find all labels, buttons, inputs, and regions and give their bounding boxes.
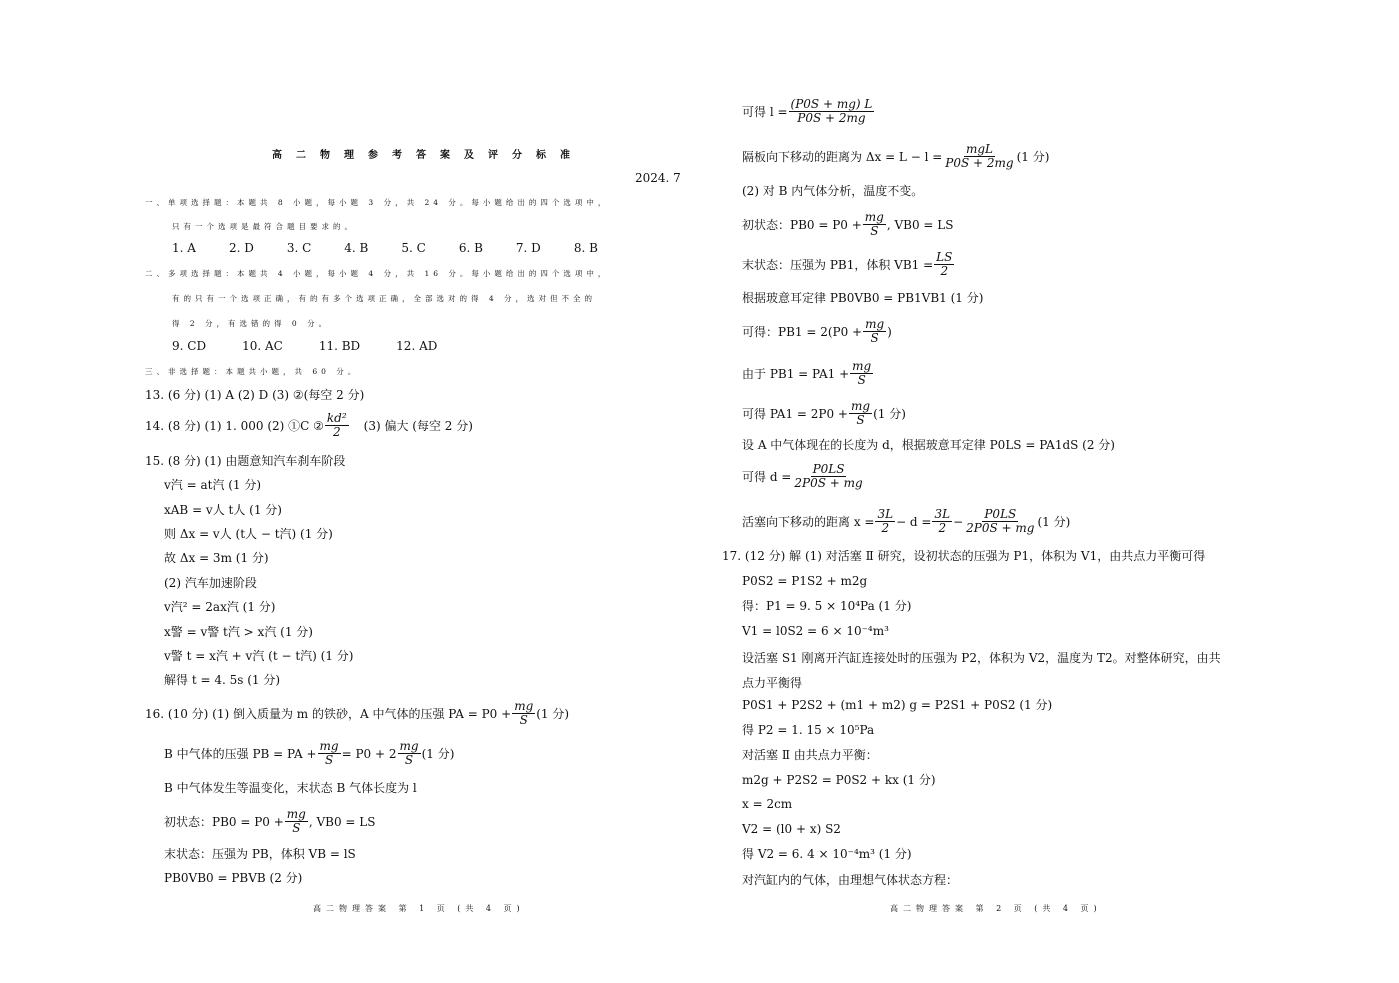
q17-line: 得：P1 = 9. 5 × 10⁴Pa (1 分)	[742, 599, 912, 613]
q16-continued-line: 设 A 中气体现在的长度为 d，根据玻意耳定律 P0LS = PA1dS (2 分)	[742, 438, 1115, 452]
q16-continued-line: 可得 d = $\frac{P0LS}{2P0S + mg}$	[742, 462, 863, 490]
q17-line: x = 2cm	[742, 797, 793, 811]
fraction: $\frac{mg}{S}$	[852, 359, 872, 387]
answer: 4. B	[344, 241, 369, 255]
fraction: $\frac{(P0S + mg) L}{P0S + 2mg}$	[790, 97, 873, 125]
answer: 5. C	[401, 241, 426, 255]
section2-note: 有的只有一个选项正确，有的有多个选项正确，全部选对的得 4 分，选对但不全的	[172, 294, 597, 303]
fraction: $\frac{\text{kd²}}{2}$	[326, 411, 347, 439]
section1-answers	[172, 240, 598, 256]
q16-line: B 中气体的压强 PB = PA + $\frac{mg}{S}$ = P0 + 2 $\frac{mg}{S}$ (1 分)	[164, 739, 455, 767]
answer: 10. AC	[242, 339, 283, 353]
fraction: $\frac{mg}{S}$	[514, 699, 534, 727]
fraction: $\frac{3L}{2}$	[934, 507, 951, 535]
section2-heading: 二、多项选择题：本题共 4 小题，每小题 4 分，共 16 分。每小题给出的四个选项中，	[145, 269, 610, 278]
section3-heading: 三、非选择题：本题共小题，共 60 分。	[145, 367, 360, 376]
page-footer: 高二物理答案 第 1 页 (共 4 页)	[313, 904, 525, 913]
fraction: $\frac{P0LS}{2P0S + mg}$	[966, 507, 1035, 535]
fraction: $\frac{mg}{S}$	[864, 210, 884, 238]
q16-continued-line: 隔板向下移动的距离为 Δx = L − l = $\frac{\text{mgL}}{P0S + 2mg}$ (1 分)	[742, 142, 1050, 170]
answer: 8. B	[573, 241, 598, 255]
q15-line: 则 Δx = v人 (t人 − t汽) (1 分)	[164, 527, 333, 541]
section1-note: 只有一个选项是最符合题目要求的。	[172, 222, 356, 231]
q17-line: 17. (12 分) 解 (1) 对活塞 Ⅱ 研究，设初状态的压强为 P1，体积为 V1，由共点力平衡可得	[722, 549, 1206, 563]
answer: 2. D	[228, 241, 254, 255]
q17-line: P0S1 + P2S2 + (m1 + m2) g = P2S1 + P0S2 (1 分)	[742, 698, 1053, 712]
fraction: $\frac{LS}{2}$	[936, 250, 953, 278]
q16-continued-line: 可得 PA1 = 2P0 + $\frac{mg}{S}$ (1 分)	[742, 399, 906, 427]
q17-line: P0S2 = P1S2 + m2g	[742, 574, 868, 588]
q15-line: v汽² = 2ax汽 (1 分)	[164, 600, 276, 614]
q15-line: v汽 = at汽 (1 分)	[164, 478, 262, 492]
q17-line: 得 V2 = 6. 4 × 10⁻⁴m³ (1 分)	[742, 847, 912, 861]
q16-continued-line: 可得 l = $\frac{(P0S + mg) L}{P0S + 2mg}$	[742, 97, 873, 125]
answer: 9. CD	[172, 339, 207, 353]
section1-heading: 一、单项选择题：本题共 8 小题，每小题 3 分，共 24 分。每小题给出的四个选项中，	[145, 198, 610, 207]
answer: 6. B	[458, 241, 483, 255]
answer: 1. A	[172, 241, 196, 255]
q15-line: 故 Δx = 3m (1 分)	[164, 551, 269, 565]
q16-continued-line: 末状态：压强为 PB1，体积 VB1 = $\frac{LS}{2}$	[742, 250, 953, 278]
q15-line: (2) 汽车加速阶段	[164, 576, 257, 590]
fraction: $\frac{\text{mgL}}{P0S + 2mg}$	[945, 142, 1014, 170]
fraction: $\frac{mg}{S}$	[399, 739, 419, 767]
section2-answers	[172, 338, 437, 354]
page-footer: 高二物理答案 第 2 页 (共 4 页)	[890, 904, 1102, 913]
q17-line: m2g + P2S2 = P0S2 + kx (1 分)	[742, 773, 936, 787]
q13-answer: 13. (6 分) (1) A (2) D (3) ②(每空 2 分)	[145, 388, 365, 402]
answer: 3. C	[286, 241, 312, 255]
fraction: $\frac{mg}{S}$	[319, 739, 339, 767]
answer: 7. D	[515, 241, 541, 255]
q16-line: 16. (10 分) (1) 倒入质量为 m 的铁砂，A 中气体的压强 PA = P0 + $\frac{mg}{S}$ (1 分)	[145, 699, 570, 727]
section2-note: 得 2 分，有选错的得 0 分。	[172, 319, 331, 328]
document-date: 2024. 7	[635, 171, 681, 185]
q14-answer: 14. (8 分) (1) 1. 000 (2) ①C ② $\frac{\text{kd²}}{2}$ (3) 偏大 (每空 2 分)	[145, 411, 473, 439]
q17-line: 对汽缸内的气体，由理想气体状态方程：	[742, 873, 959, 887]
q16-continued-line: 可得：PB1 = 2(P0 + $\frac{mg}{S}$ )	[742, 317, 892, 345]
q17-line: 得 P2 = 1. 15 × 10⁵Pa	[742, 723, 875, 737]
q16-continued-line: 初状态：PB0 = P0 + $\frac{mg}{S}$ , VB0 = LS	[742, 210, 954, 238]
fraction: $\frac{mg}{S}$	[851, 399, 871, 427]
q15-line: v警 t = x汽 + v汽 (t − t汽) (1 分)	[164, 649, 354, 663]
q16-continued-line: 由于 PB1 = PA1 + $\frac{mg}{S}$	[742, 359, 872, 387]
q17-line: V2 = (l0 + x) S2	[742, 822, 841, 836]
fraction: $\frac{3L}{2}$	[877, 507, 894, 535]
q16-continued-line: (2) 对 B 内气体分析，温度不变。	[742, 184, 924, 198]
q17-line: V1 = l0S2 = 6 × 10⁻⁴m³	[742, 624, 889, 638]
q16-continued-line: 活塞向下移动的距离 x = $\frac{3L}{2}$ − d = $\frac{3L}{2}$ − $\frac{P0LS}{2P0S + mg}$ (1 分)	[742, 507, 1071, 535]
q15-line: 15. (8 分) (1) 由题意知汽车刹车阶段	[145, 454, 346, 468]
answer: 12. AD	[396, 339, 438, 353]
q15-line: x警 = v警 t汽 > x汽 (1 分)	[164, 625, 313, 639]
right-page	[700, 0, 1399, 983]
answer: 11. BD	[318, 339, 361, 353]
q15-line: 解得 t = 4. 5s (1 分)	[164, 673, 281, 687]
q17-line: 点力平衡得	[742, 676, 803, 690]
q16-line: B 中气体发生等温变化，末状态 B 气体长度为 l	[164, 781, 417, 795]
q16-line: 末状态：压强为 PB，体积 VB = lS	[164, 847, 356, 861]
document-title: 高二物理参考答案及评分标准	[272, 150, 584, 161]
q16-continued-line: 根据玻意耳定律 PB0VB0 = PB1VB1 (1 分)	[742, 291, 984, 305]
q15-line: xAB = v人 t人 (1 分)	[164, 503, 282, 517]
q17-line: 对活塞 Ⅱ 由共点力平衡：	[742, 748, 878, 762]
fraction: $\frac{mg}{S}$	[865, 317, 885, 345]
q16-line: 初状态：PB0 = P0 + $\frac{mg}{S}$ , VB0 = LS	[164, 807, 376, 835]
q16-line: PB0VB0 = PBVB (2 分)	[164, 871, 303, 885]
fraction: $\frac{P0LS}{2P0S + mg}$	[794, 462, 863, 490]
q17-line: 设活塞 S1 刚离开汽缸连接处时的压强为 P2，体积为 V2，温度为 T2。对整体研究，由共	[742, 651, 1221, 665]
fraction: $\frac{mg}{S}$	[286, 807, 306, 835]
